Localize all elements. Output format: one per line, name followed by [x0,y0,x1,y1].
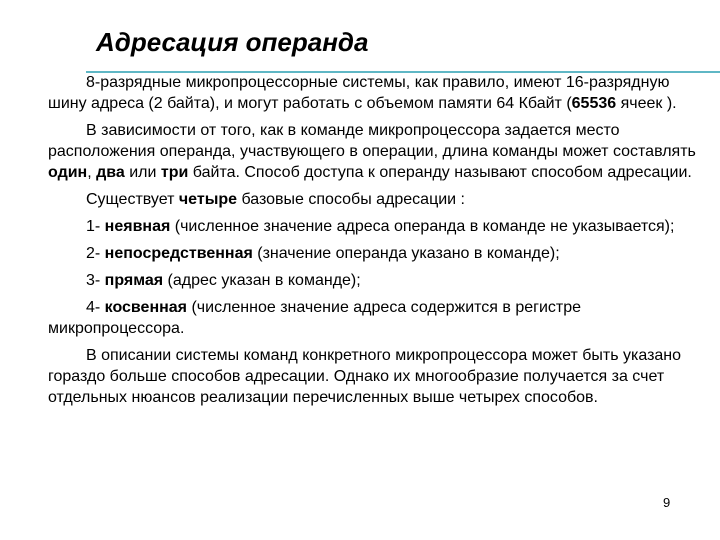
paragraph [48,270,700,291]
text-run: (численное значение адреса операнда в команде не указывается); [170,218,675,235]
text-run: 8-разрядные микропроцессорные системы, как правило, имеют 16-разрядную шину адреса (2 байта), и могут работать с объемом памяти 64 Кбайт ( [48,74,670,112]
bold-term: прямая [104,272,164,289]
text-run: байта. Способ доступа к операнду называют способом адресации. [188,164,692,181]
text-run: 3- [86,272,105,289]
text-run: (численное значение адреса содержится в регистре микропроцессора. [48,299,582,337]
bold-term: непосредственная [104,245,253,262]
slide-title: Адресация операнда [96,27,369,57]
paragraph [48,297,700,339]
text-run: 2- [86,245,105,262]
bold-term: неявная [104,218,171,235]
page-number: 9 [663,495,671,510]
paragraph [48,72,700,114]
paragraph [48,189,700,210]
text-run: 1- [86,218,105,235]
paragraph [48,345,700,408]
bold-term: косвенная [104,299,188,316]
text-run: (адрес указан в команде); [163,272,361,289]
bold-term: два [96,164,125,181]
slide-body [48,72,700,414]
paragraph [48,216,700,237]
text-run: В описании системы команд конкретного микропроцессора может быть указано гораздо больше способов адресации. Однако их многообразие получается за счет отдельных нюансов реализации перечисленных выше четырех способов. [48,347,682,406]
paragraph [48,243,700,264]
text-run: 4- [86,299,105,316]
text-run: , [87,164,97,181]
text-run: Существует [86,191,179,208]
text-run: В зависимости от того, как в команде микропроцессора задается место расположения операнда, участвующего в операции, длина команды может составлять [48,122,696,160]
text-run: или [124,164,161,181]
text-run: ячеек ). [616,95,677,112]
text-run: (значение операнда указано в команде); [252,245,560,262]
paragraph [48,120,700,183]
bold-term: 65536 [571,95,617,112]
bold-term: четыре [178,191,238,208]
bold-term: один [48,164,88,181]
text-run: базовые способы адресации : [237,191,465,208]
bold-term: три [160,164,189,181]
